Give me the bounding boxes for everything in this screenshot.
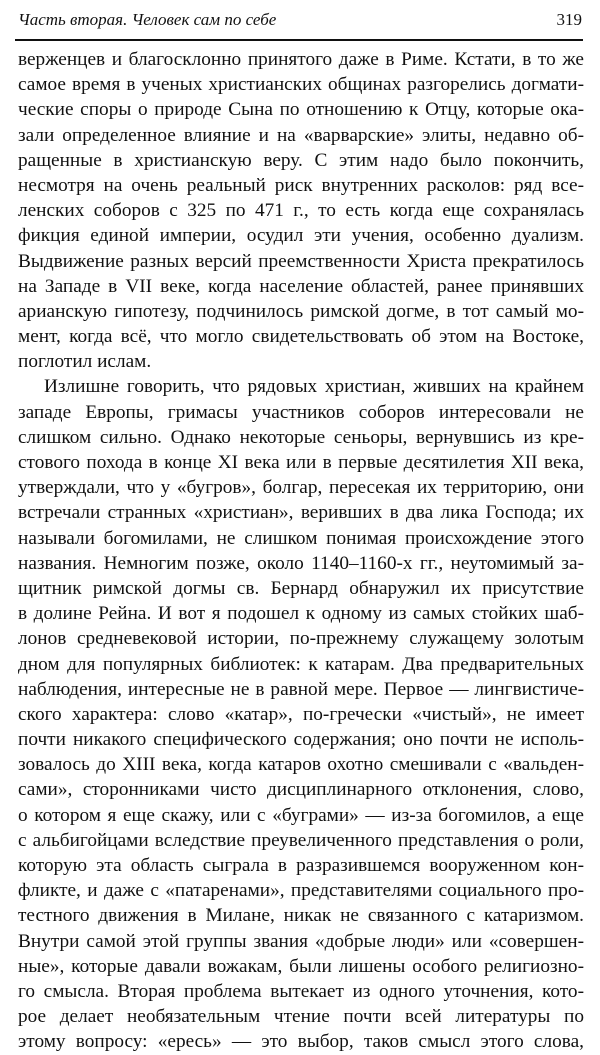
text-line: го смысла. Вторая проблема вытекает из одного уточнения, кото-	[18, 980, 584, 1002]
text-line: которую эта область сыграла в разразившемся вооруженном кон-	[18, 855, 584, 876]
text-line: встречали странных «христиан», веривших в два лика Господа; их	[18, 502, 584, 524]
text-line: дном для популярных библиотек: к катарам. Два предварительных	[18, 653, 584, 675]
text-line: зали определенное влияние и на «варварские» элиты, недавно об-	[18, 124, 584, 146]
text-line: верженцев и благосклонно принятого даже в Риме. Кстати, в то же	[18, 49, 584, 70]
text-line: ческие споры о природе Сына по отношению к Отцу, которые ока-	[18, 99, 584, 121]
text-line: называли богомилами, не слишком понимая происхождение этого	[18, 527, 584, 549]
text-line: с альбигойцами вследствие преувеличенного представления о роли,	[18, 829, 584, 851]
text-line: фликте, и даже с «патаренами», представителями социального про-	[18, 880, 584, 902]
text-line: о котором я еще скажу, или с «буграми» — из-за богомилов, а еще	[18, 804, 584, 826]
text-line: ского характера: слово «катар», по-гречески «чистый», не имеет	[18, 703, 584, 725]
text-line: этому вопросу: «ересь» — это выбор, таков смысл этого слова,	[18, 1031, 584, 1053]
body-text	[18, 47, 584, 1055]
text-line: щитник римской догмы св. Бернард обнаружил их присутствие	[18, 577, 584, 599]
text-line: лонов средневековой истории, по-прежнему служащему золотым	[18, 628, 584, 650]
text-line: ные», которые давали вожакам, были лишены особого религиозно-	[18, 955, 584, 977]
text-line: почти никакого специфического содержания; оно почти не исполь-	[18, 729, 584, 751]
text-line: самое время в ученых христианских общинах разгорелись догмати-	[18, 74, 584, 96]
text-line: Излишне говорить, что рядовых христиан, живших на крайнем	[44, 376, 584, 398]
text-line: сами», сторонниками чисто дисциплинарного отклонения, слово,	[18, 779, 584, 801]
text-line: рое делает необязательным чтение почти всей литературы по	[18, 1006, 584, 1028]
text-line: зовалось до XIII века, когда катаров охотно смешивали с «вальден-	[18, 754, 584, 776]
text-line: наблюдения, интересные не в равной мере. Первое — лингвистиче-	[18, 678, 584, 700]
running-header	[18, 8, 582, 34]
text-line: названия. Немногим позже, около 1140–1160-х гг., неутомимый за-	[18, 552, 584, 574]
running-title: Часть вторая. Человек сам по себе	[18, 10, 277, 29]
text-line: слишком сильно. Однако некоторые сеньоры, вернувшись из кре-	[18, 426, 584, 448]
text-line: арианскую гипотезу, подчинилось римской догме, в тот самый мо-	[18, 300, 584, 322]
text-line: на Западе в VII веке, когда население областей, ранее принявших	[18, 275, 584, 297]
text-line: западе Европы, гримасы участников соборов интересовали не	[18, 401, 584, 423]
header-rule	[15, 39, 583, 41]
text-line: ленских соборов с 325 по 471 г., то есть когда еще сохранялась	[18, 200, 584, 222]
text-line: утверждали, что у «бугров», болгар, пересекая их территорию, они	[18, 477, 584, 499]
text-line: Выдвижение разных версий преемственности Христа прекратилось	[18, 250, 584, 272]
text-line: несмотря на очень реальный риск внутренних расколов: ряд все-	[18, 174, 584, 196]
page-number: 319	[556, 10, 582, 29]
text-line: поглотил ислам.	[18, 351, 152, 373]
text-line: тестного движения в Милане, никак не связанного с катаризмом.	[18, 905, 584, 927]
text-line: мент, когда всё, что могло свидетельствовать об этом на Востоке,	[18, 326, 584, 348]
text-line: фикция единой империи, осудил эти учения, особенно дуализм.	[18, 225, 584, 247]
text-line: стового похода в конце XI века или в первые десятилетия XII века,	[18, 452, 584, 473]
text-line: Внутри самой этой группы звания «добрые люди» или «совершен-	[18, 930, 584, 952]
text-line: ращенные в христианскую веру. С этим надо было покончить,	[18, 149, 584, 171]
text-line: в долине Рейна. И вот я подошел к одному из самых стойких шаб-	[18, 603, 584, 625]
